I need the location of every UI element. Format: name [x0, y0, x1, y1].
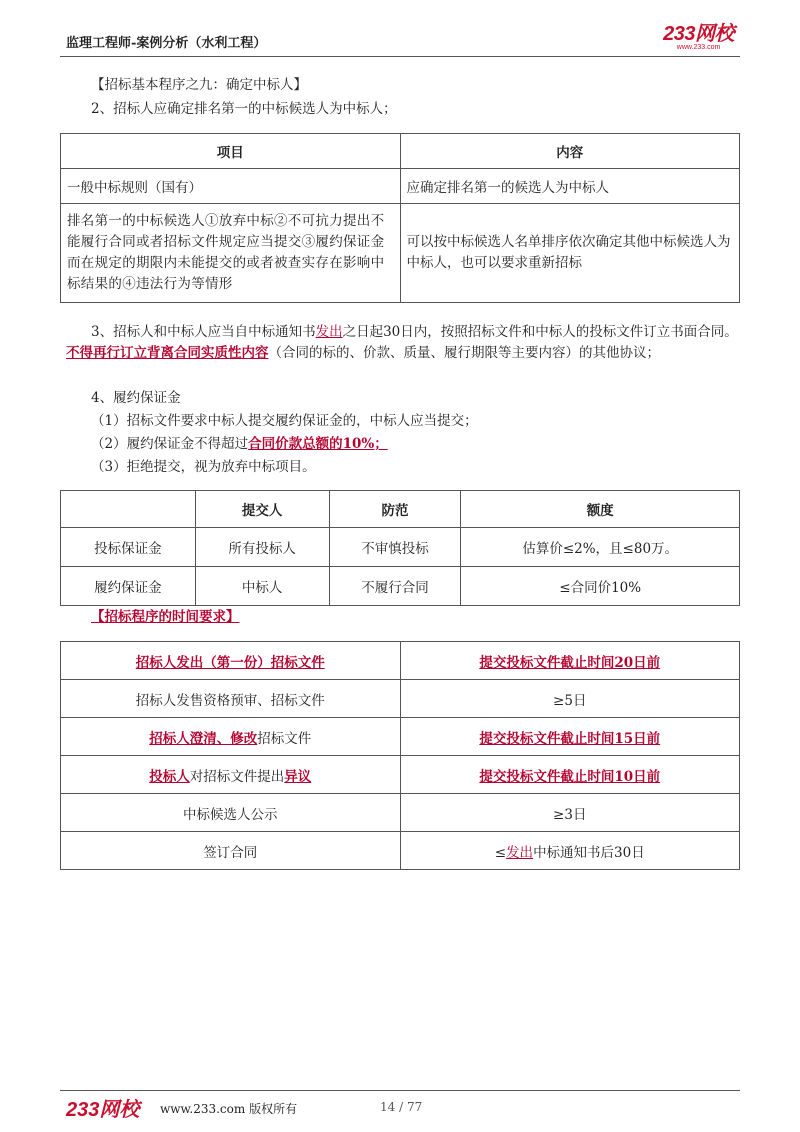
table-header-cell: 提交人	[195, 491, 329, 528]
text: 3、招标人和中标人应当自中标通知书	[91, 324, 316, 340]
table-row	[61, 680, 740, 718]
text: 对招标文件提出	[189, 768, 285, 785]
table-row	[61, 718, 740, 756]
table-header-cell	[61, 491, 196, 528]
table-header-row	[61, 491, 740, 528]
table-cell: 履约保证金	[61, 567, 196, 606]
section-heading: 【招标基本程序之九：确定中标人】	[91, 77, 307, 93]
table-row	[61, 756, 740, 794]
highlight-text: 不得再行订立背离合同实质性内容	[66, 345, 269, 361]
table-header-cell: 项目	[61, 134, 401, 169]
table-cell	[400, 718, 740, 756]
footer-divider	[60, 1090, 740, 1091]
table-header-cell: 内容	[400, 134, 740, 169]
highlight-text: 发出	[506, 844, 534, 861]
table-cell: ≥5日	[400, 680, 740, 718]
paragraph-4-heading: 4、履约保证金	[91, 390, 181, 406]
table-cell: ≤合同价10%	[461, 567, 740, 606]
table-cell: 所有投标人	[195, 528, 329, 567]
table-cell	[400, 642, 740, 680]
highlight-text: 招标人澄清、修改	[149, 730, 258, 747]
table-cell: 签订合同	[61, 832, 401, 870]
table-cell: 排名第一的中标候选人①放弃中标②不可抗力提出不能履行合同或者招标文件规定应当提交③履约保证金而在规定的期限内未能提交的或者被查实存在影响中标结果的④违法行为等情形	[61, 204, 401, 303]
highlight-text: 合同价款总额的10%；	[248, 436, 388, 452]
highlight-text: 投标人	[149, 768, 190, 785]
highlight-text: 异议	[284, 768, 312, 785]
highlight-text: 提交投标文件截止时间20日前	[479, 654, 661, 671]
table-cell: 可以按中标候选人名单排序依次确定其他中标候选人为中标人，也可以要求重新招标	[400, 204, 740, 303]
page-number: 14 / 77	[380, 1100, 423, 1114]
table-header-cell: 防范	[329, 491, 461, 528]
table-cell: 不审慎投标	[329, 528, 461, 567]
logo-text: 233网校	[663, 23, 734, 45]
text: ≤	[494, 844, 507, 861]
table-cell	[400, 832, 740, 870]
footer-copyright: www.233.com 版权所有	[160, 1102, 298, 1116]
table-cell	[400, 756, 740, 794]
time-table	[60, 641, 740, 870]
table-cell: 投标保证金	[61, 528, 196, 567]
paragraph-4-item3: （3）拒绝提交，视为放弃中标项目。	[91, 459, 316, 475]
text: （2）履约保证金不得超过	[91, 436, 249, 452]
table-cell	[61, 756, 401, 794]
text: 中标通知书后30日	[533, 844, 645, 861]
highlight-text: 提交投标文件截止时间15日前	[479, 730, 661, 747]
table-row	[61, 169, 740, 204]
table-row	[61, 642, 740, 680]
table-row	[61, 204, 740, 303]
document-header-title: 监理工程师-案例分析（水利工程）	[66, 36, 267, 51]
footer-logo: 233网校	[66, 1099, 140, 1121]
paragraph-4-item1: （1）招标文件要求中标人提交履约保证金的，中标人应当提交；	[91, 413, 478, 429]
logo-url: www.233.com	[676, 44, 721, 51]
table-header-cell: 额度	[461, 491, 740, 528]
paragraph-2: 2、招标人应确定排名第一的中标候选人为中标人；	[91, 101, 397, 117]
time-section-heading	[91, 607, 240, 628]
header-divider	[60, 56, 740, 57]
table-cell: ≥3日	[400, 794, 740, 832]
table-cell	[61, 642, 401, 680]
table-row	[61, 832, 740, 870]
table-cell: 一般中标规则（国有）	[61, 169, 401, 204]
rule-table	[60, 133, 740, 303]
paragraph-3	[66, 322, 742, 364]
table-cell: 招标人发售资格预审、招标文件	[61, 680, 401, 718]
text: 之日起30日内，按照招标文件和中标人的投标文件订立书面合同。	[342, 324, 738, 340]
table-row	[61, 567, 740, 606]
table-cell: 中标候选人公示	[61, 794, 401, 832]
table-cell: 不履行合同	[329, 567, 461, 606]
paragraph-4-item2	[91, 434, 388, 455]
table-header-row	[61, 134, 740, 169]
table-cell	[61, 718, 401, 756]
brand-logo	[663, 24, 734, 52]
highlight-text: 【招标程序的时间要求】	[91, 609, 240, 625]
highlight-text: 招标人发出（第一份）招标文件	[135, 654, 325, 671]
table-cell: 中标人	[195, 567, 329, 606]
table-cell: 应确定排名第一的候选人为中标人	[400, 169, 740, 204]
table-cell: 估算价≤2%，且≤80万。	[461, 528, 740, 567]
table-row	[61, 528, 740, 567]
highlight-text: 发出	[315, 324, 343, 340]
table-row	[61, 794, 740, 832]
text: 招标文件	[257, 730, 312, 747]
deposit-table	[60, 490, 740, 606]
text: （合同的标的、价款、质量、履行期限等主要内容）的其他协议；	[268, 345, 660, 361]
highlight-text: 提交投标文件截止时间10日前	[479, 768, 661, 785]
